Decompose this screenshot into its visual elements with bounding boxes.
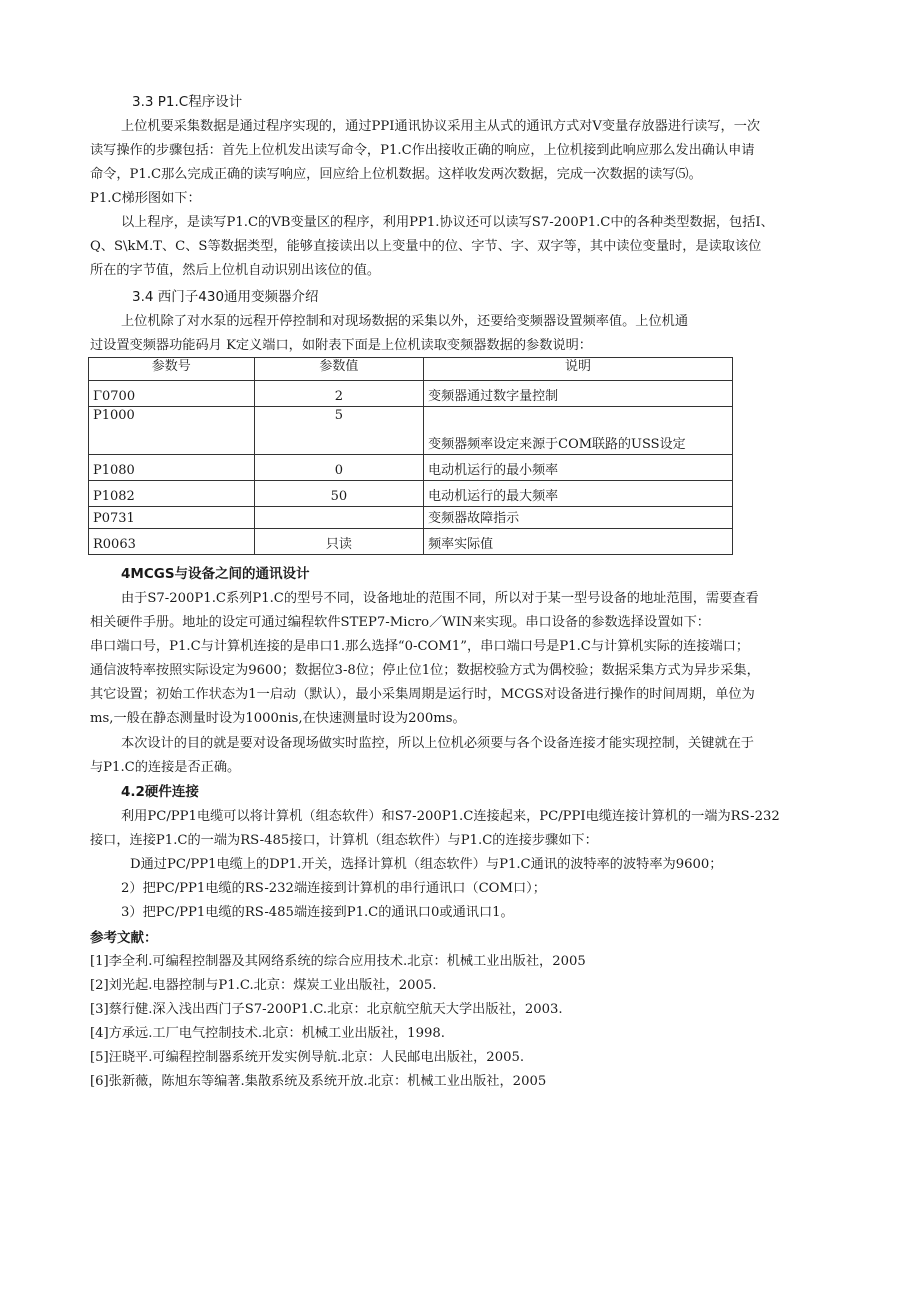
step-item: D通过PC/PP1电缆上的DP1.开关，选择计算机（组态软件）与P1.C通讯的波特率的波特率为9600； [130, 857, 723, 872]
section-3-3-title: 3.3 P1.C程序设计 [132, 94, 243, 110]
paragraph-line: 命令，P1.C那么完成正确的读写响应，回应给上位机数据。这样收发两次数据，完成一次数据的读写⑸。 [90, 167, 702, 182]
paragraph-line: 相关硬件手册。地址的设定可通过编程软件STEP7-Micro／WIN来实现。串口设备的参数选择设置如下： [90, 615, 710, 630]
paragraph-line: 以上程序，是读写P1.C的VB变量区的程序，利用PP1.协议还可以读写S7-200P1.C中的各种类型数据，包括I、 [121, 215, 774, 230]
table-row [89, 455, 733, 481]
ladder-caption: P1.C梯形图如下： [90, 191, 201, 206]
desc-cell: 变频器通过数字量控制 [424, 381, 733, 407]
param-cell: P0731 [89, 507, 255, 529]
param-cell: P1082 [89, 481, 255, 507]
step-item: 3）把PC/PP1电缆的RS-485端连接到P1.C的通讯口0或通讯口1。 [121, 905, 514, 920]
paragraph-line: 利用PC/PP1电缆可以将计算机（组态软件）和S7-200P1.C连接起来，PC/PPI电缆连接计算机的一端为RS-232 [121, 809, 780, 824]
paragraph-line: 本次设计的目的就是要对设备现场做实时监控，所以上位机必须要与各个设备连接才能实现控制，关键就在于 [121, 736, 754, 751]
paragraph-line: 与P1.C的连接是否正确。 [90, 760, 241, 775]
value-cell: 50 [254, 481, 424, 507]
section-4-2-title: 4.2硬件连接 [121, 784, 199, 800]
paragraph-line: 串口端口号，P1.C与计算机连接的是串口1.那么选择“0-COM1”，串口端口号是P1.C与计算机实际的连接端口； [90, 639, 750, 654]
value-cell: 只读 [254, 529, 424, 555]
section-3-4-title: 3.4 西门子430通用变频器介绍 [132, 289, 319, 305]
table-header: 说明 [424, 358, 733, 381]
table-header: 参数号 [89, 358, 255, 381]
desc-cell: 变频器频率设定来源于COM联路的USS设定 [424, 407, 733, 455]
paragraph-line: 所在的字节值，然后上位机自动识别出该位的值。 [90, 263, 381, 278]
reference-item: [6]张新薇，陈旭东等编著.集散系统及系统开放.北京：机械工业出版社，2005 [90, 1074, 547, 1089]
references-title: 参考文献： [90, 930, 158, 946]
paragraph-line: 接口，连接P1.C的一端为RS-485接口，计算机（组态软件）与P1.C的连接步骤如下： [90, 833, 598, 848]
paragraph-line: Q、S\kM.T、C、S等数据类型，能够直接读出以上变量中的位、字节、字、双字等，其中读位变量时，是读取该位 [90, 239, 762, 254]
reference-item: [3]蔡行健.深入浅出西门子S7-200P1.C.北京：北京航空航天大学出版社，2003. [90, 1002, 563, 1017]
paragraph-line: 通信波特率按照实际设定为9600；数据位3-8位；停止位1位；数据校验方式为偶校验；数据采集方式为异步采集， [90, 663, 760, 678]
paragraph-line: 上位机要采集数据是通过程序实现的，通过PPI通讯协议采用主从式的通讯方式对V变量存放器进行读写，一次 [121, 119, 761, 134]
table-row [89, 529, 733, 555]
table-header-row [89, 358, 733, 381]
paragraph-line: 其它设置；初始工作状态为1一启动（默认），最小采集周期是运行时，MCGS对设备进行操作的时间周期，单位为 [90, 687, 755, 702]
desc-cell: 频率实际值 [424, 529, 733, 555]
param-cell: P1080 [89, 455, 255, 481]
paragraph-line: ms,一般在静态测量时设为1000nis,在快速测量时设为200ms。 [90, 711, 466, 726]
paragraph-line: 由于S7-200P1.C系列P1.C的型号不同，设备地址的范围不同，所以对于某一型号设备的地址范围，需要查看 [121, 591, 759, 606]
table-row [89, 507, 733, 529]
value-cell: 2 [254, 381, 424, 407]
section-4-title: 4MCGS与设备之间的通讯设计 [121, 566, 310, 582]
reference-item: [1]李全利.可编程控制器及其网络系统的综合应用技术.北京：机械工业出版社，2005 [90, 954, 586, 969]
value-cell [254, 507, 424, 529]
paragraph-line: 读写操作的步骤包括：首先上位机发出读写命令，P1.C作出接收正确的响应，上位机接到此响应那么发出确认申请 [90, 143, 755, 158]
value-cell: 0 [254, 455, 424, 481]
table-row [89, 481, 733, 507]
desc-cell: 电动机运行的最大频率 [424, 481, 733, 507]
param-cell: Γ0700 [89, 381, 255, 407]
desc-cell: 电动机运行的最小频率 [424, 455, 733, 481]
param-cell: P1000 [89, 407, 255, 455]
desc-cell: 变频器故障指示 [424, 507, 733, 529]
reference-item: [4]方承远.工厂电气控制技术.北京：机械工业出版社，1998. [90, 1026, 445, 1041]
reference-item: [5]汪晓平.可编程控制器系统开发实例导航.北京：人民邮电出版社，2005. [90, 1050, 525, 1065]
paragraph-line: 过设置变频器功能码月 K定义端口，如附表下面是上位机读取变频器数据的参数说明： [90, 338, 592, 353]
parameter-table [88, 357, 733, 555]
reference-item: [2]刘光起.电器控制与P1.C.北京：煤炭工业出版社，2005. [90, 978, 437, 993]
step-item: 2）把PC/PP1电缆的RS-232端连接到计算机的串行通讯口（COM口）； [121, 881, 546, 896]
paragraph-line: 上位机除了对水泵的远程开停控制和对现场数据的采集以外，还要给变频器设置频率值。上位机通 [121, 314, 689, 329]
table-header: 参数值 [254, 358, 424, 381]
param-cell: R0063 [89, 529, 255, 555]
value-cell: 5 [254, 407, 424, 455]
table-row [89, 381, 733, 407]
table-row [89, 407, 733, 455]
